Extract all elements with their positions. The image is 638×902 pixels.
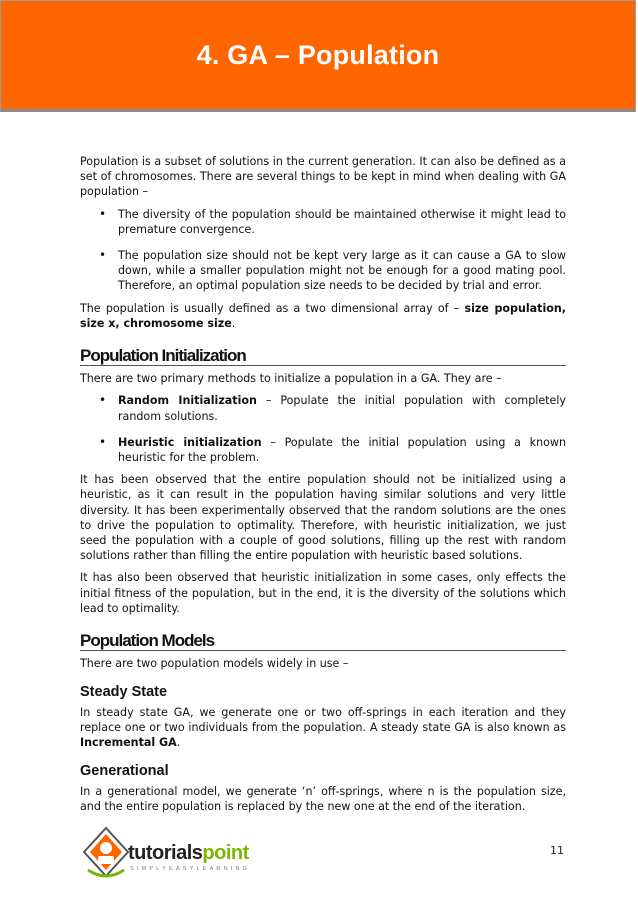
chapter-banner (0, 0, 636, 112)
array-definition-paragraph (80, 301, 566, 331)
subheading-steady-state: Steady State (80, 684, 168, 701)
logo-emblem-icon (80, 826, 132, 882)
chapter-title: 4. GA – Population (196, 39, 440, 70)
steady-state-text: In steady state GA, we generate one or two off-springs in each iteration and they replace one or two individuals from the population. A steady state GA is also known as (80, 705, 566, 734)
initialization-paragraph-1: It has been observed that the entire population should not be initialized using a heuristic, as it can result in the population having similar solutions and very little diversity. It has been experimentally observed that the random solutions are the ones to drive the population to optimality. Therefore, with heuristic initialization, we just seed the population with a couple of good solutions, filling up the rest with random solutions rather than filling the entire population with heuristic based solutions. (80, 473, 566, 563)
steady-state-paragraph (80, 705, 566, 751)
section-heading-initialization: Population Initialization (80, 348, 566, 366)
page-number: 11 (550, 844, 564, 857)
method-description: – Populate the initial population using a known heuristic for the problem. (118, 435, 566, 465)
logo-word-main: tutorials (128, 842, 203, 864)
initialization-method (118, 393, 566, 423)
method-name: Heuristic initialization (118, 435, 262, 449)
page-content (80, 154, 566, 821)
generational-paragraph: In a generational model, we generate ‘n’ off-springs, where n is the population size, and the entire population is replaced by the new one at the end of the iteration. (80, 784, 566, 813)
intro-bullet: • The diversity of the population should be maintained otherwise it might lead to premature convergence. (118, 207, 566, 237)
intro-paragraph: Population is a subset of solutions in the current generation. It can also be defined as a set of chromosomes. There are several things to be kept in mind when dealing with GA population – (80, 155, 566, 199)
logo-wordmark (128, 842, 249, 865)
models-lead: There are two population models widely in use – (80, 657, 349, 671)
logo-tagline: SIMPLYEASYLEARNING (130, 866, 251, 872)
initialization-lead: There are two primary methods to initialize a population in a GA. They are – (80, 372, 502, 386)
section-heading-models: Population Models (80, 633, 566, 651)
array-definition-prefix: The population is usually defined as a two dimensional array of – (80, 301, 465, 315)
intro-bullet: • The population size should not be kept very large as it can cause a GA to slow down, while a smaller population might not be enough for a good mating pool. Therefore, an optimal population size needs to be decided by trial and error. (118, 248, 566, 294)
initialization-paragraph-2: It has also been observed that heuristic initialization in some cases, only effects the initial fitness of the population, but in the end, it is the diversity of the solutions which lead to optimality. (80, 571, 566, 615)
subheading-generational: Generational (80, 763, 169, 780)
initialization-method (118, 435, 566, 465)
method-description: – Populate the initial population with completely random solutions. (118, 394, 566, 423)
intro-bullet-list (80, 207, 566, 294)
logo-word-accent: point (202, 842, 249, 864)
method-name: Random Initialization (118, 394, 257, 408)
steady-state-bold: Incremental GA (80, 736, 177, 750)
array-definition-suffix: . (231, 316, 236, 330)
steady-state-suffix: . (176, 736, 181, 750)
array-definition-bold: size population, size x, chromosome size (80, 301, 567, 330)
tutorialspoint-logo (80, 826, 260, 882)
initialization-method-list (80, 393, 566, 465)
